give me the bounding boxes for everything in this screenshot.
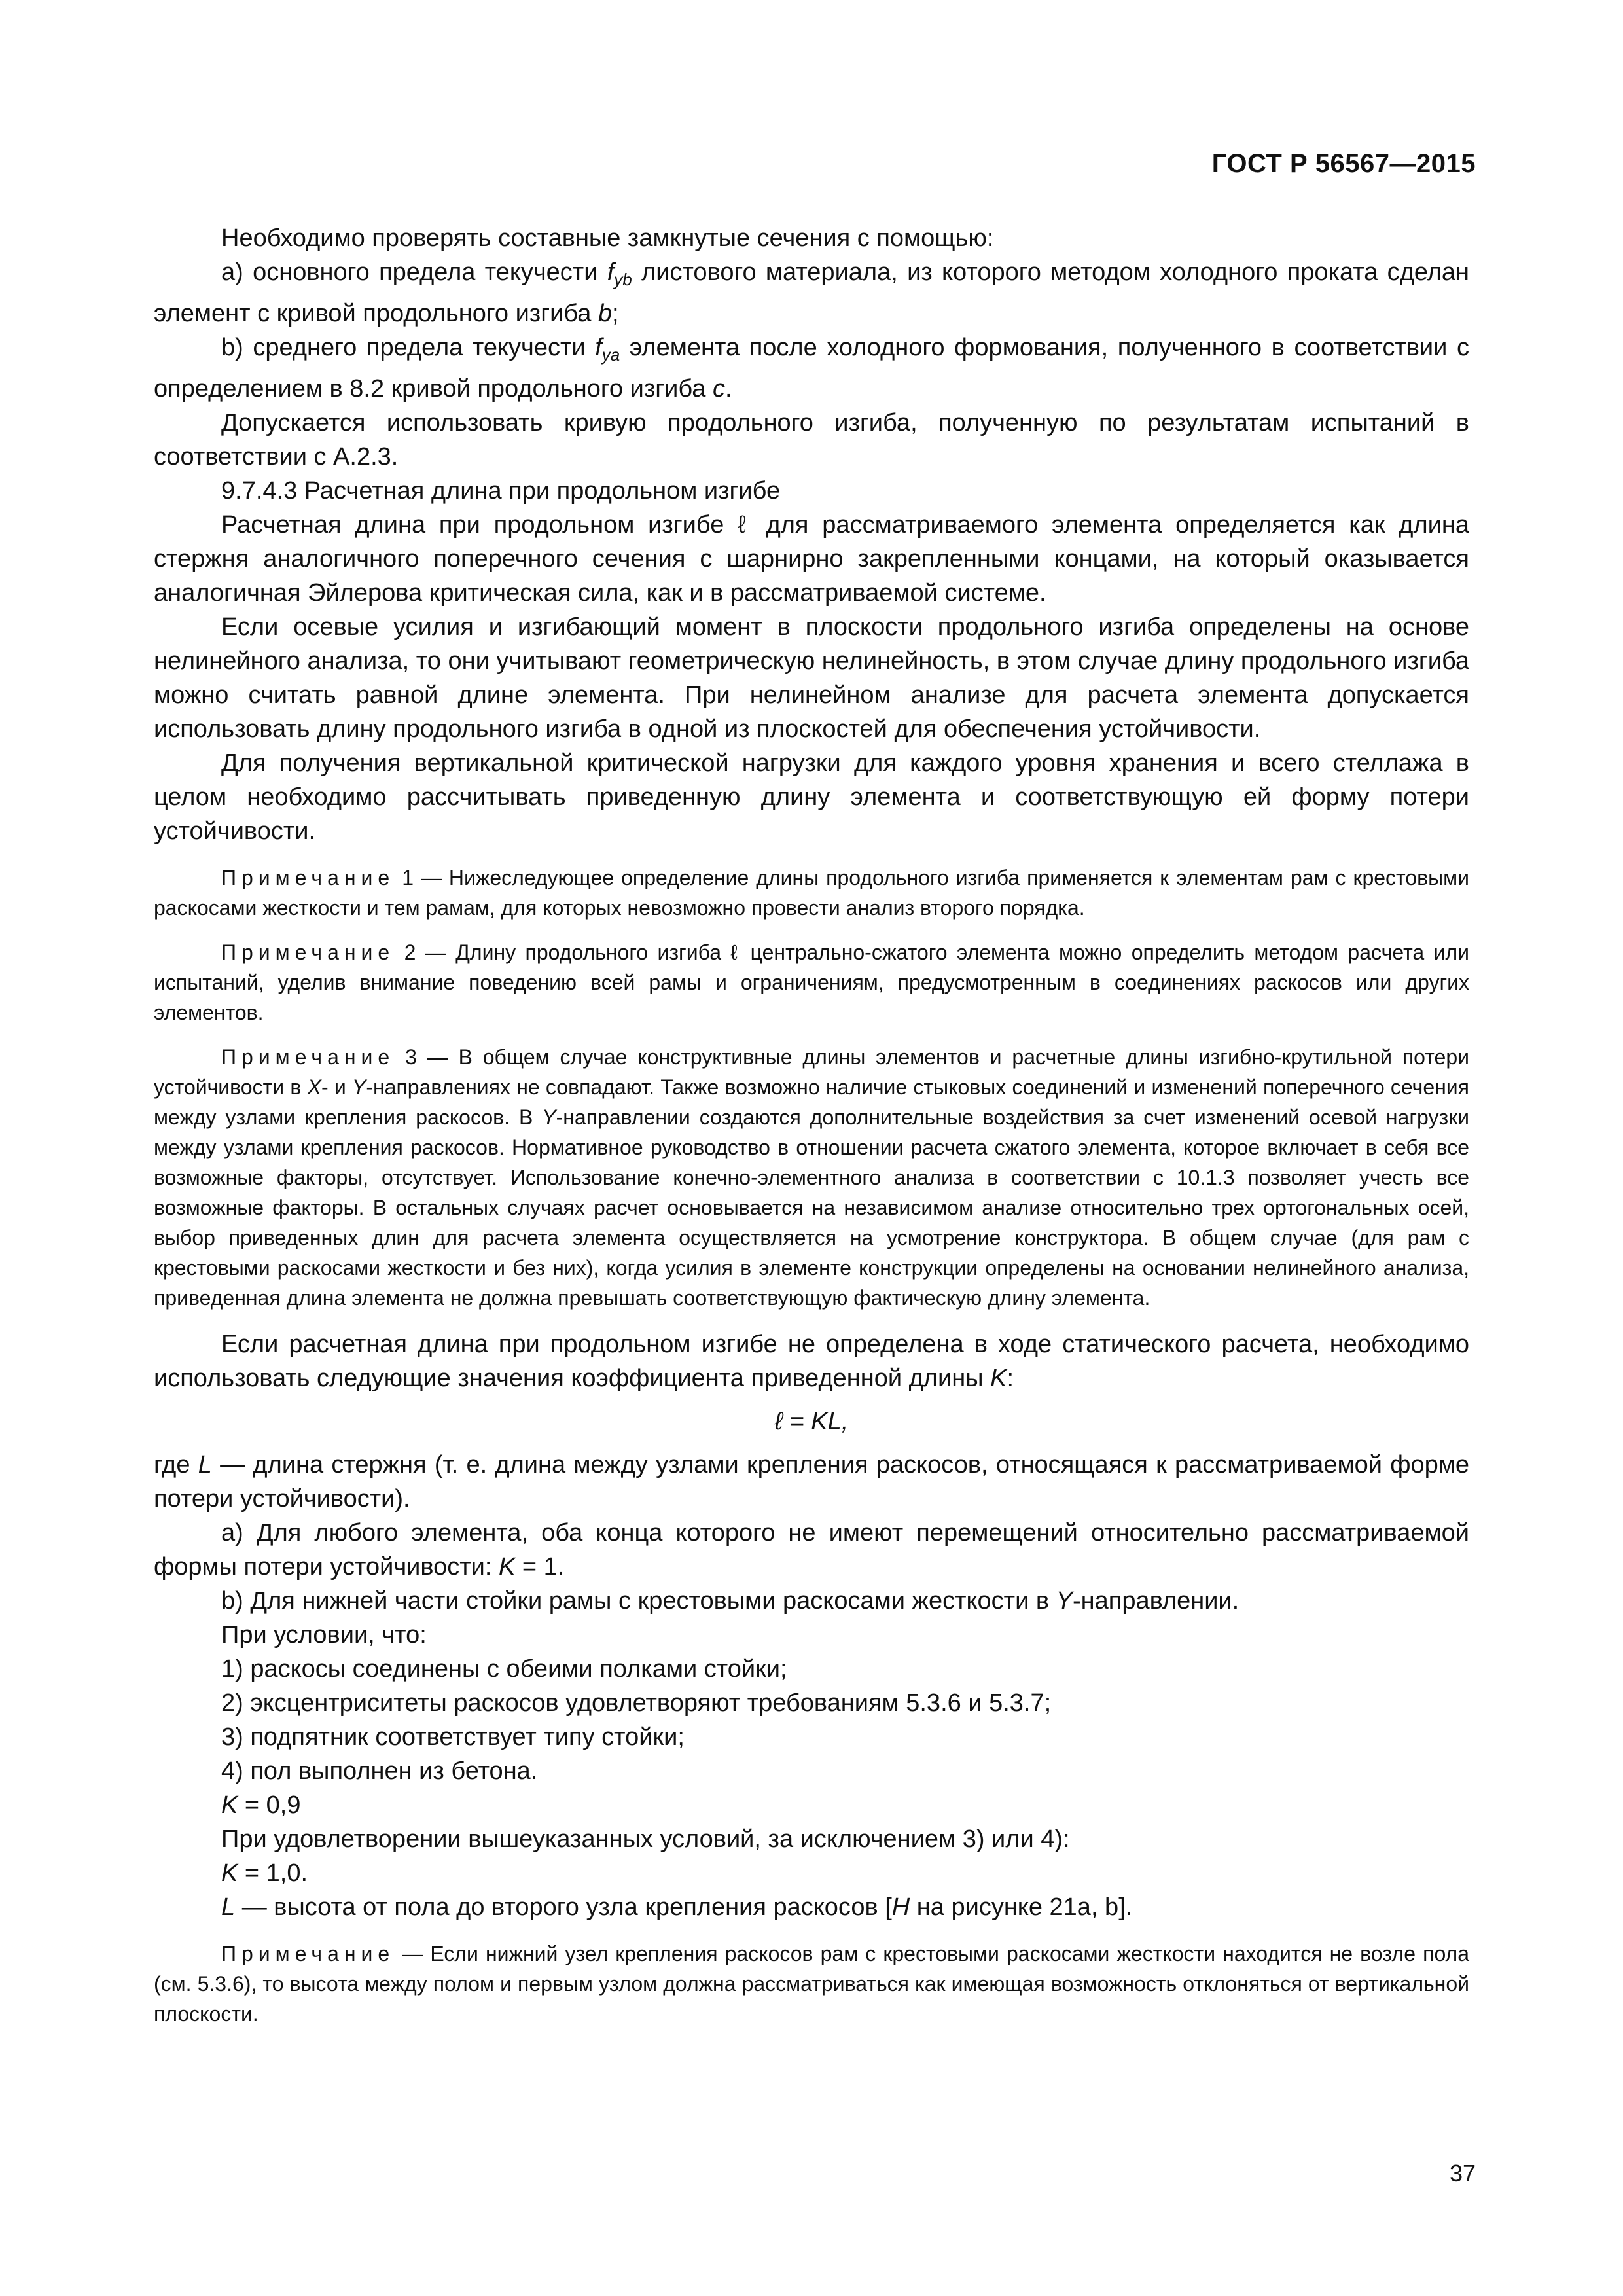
text: — высота от пола до второго узла крепления раскосов [ [235, 1893, 892, 1921]
text: b) среднего предела текучести [221, 334, 596, 361]
text: элемента после холодного формования, полученного в соответствии с определением в 8.2 кривой продольного изгиба [154, 334, 1469, 403]
paragraph: Необходимо проверять составные замкнутые сечения с помощью: [221, 224, 994, 252]
subscript: yb [614, 270, 632, 289]
note-label: Примечание [221, 941, 395, 964]
text: : [1007, 1365, 1014, 1392]
symbol: L [198, 1451, 212, 1479]
symbol-f: f [607, 259, 615, 286]
paragraph-item-b [154, 331, 1469, 406]
list-item: 1) раскосы соединены с обеими полками стойки; [221, 1655, 787, 1683]
text: b) Для нижней части стойки рамы с крестовыми раскосами жесткости в [221, 1587, 1056, 1615]
symbol: K [221, 1859, 238, 1887]
text: a) Для любого элемента, оба конца которого не имеют перемещений относительно рассматриваемой формы потери устойчивости: [154, 1519, 1469, 1581]
page-number: 37 [1449, 2160, 1476, 2187]
note-label: Примечание [221, 1045, 395, 1069]
paragraph-item-b [154, 1584, 1469, 1618]
text: — длина стержня (т. е. длина между узлами крепления раскосов, относящаяся к рассматриваемой форме потери устойчивости). [154, 1451, 1469, 1513]
symbol: Y [542, 1105, 556, 1129]
note-3 [154, 1042, 1469, 1313]
note-label: Примечание [221, 1942, 395, 1965]
text: . [724, 375, 732, 403]
list-item: 2) эксцентриситеты раскосов удовлетворяют требованиям 5.3.6 и 5.3.7; [221, 1689, 1052, 1717]
document-code-header: ГОСТ Р 56567—2015 [1211, 149, 1476, 178]
note-label: Примечание [221, 866, 395, 889]
symbol: L [221, 1893, 236, 1921]
text: Если расчетная длина при продольном изгибе не определена в ходе статического расчета, необходимо использовать следующие значения коэффициента приведенной длины [154, 1331, 1469, 1392]
text: a) основного предела текучести [221, 259, 607, 286]
symbol: H [891, 1893, 910, 1921]
subscript: ya [601, 345, 620, 365]
paragraph-item-a [154, 255, 1469, 331]
symbol: K [221, 1791, 238, 1819]
symbol: b [597, 300, 613, 327]
coefficient-line [154, 1856, 1469, 1890]
definition-line [154, 1890, 1469, 1924]
list-item: При удовлетворении вышеуказанных условий, за исключением 3) или 4): [221, 1825, 1070, 1853]
text: = 0,9 [238, 1791, 301, 1819]
text: = 1. [515, 1553, 565, 1581]
symbol: K [499, 1553, 516, 1581]
formula: ℓ = KL, [774, 1408, 849, 1435]
symbol: Y [351, 1075, 366, 1099]
paragraph: Допускается использовать кривую продольного изгиба, полученную по результатам испытаний в соответствии с А.2.3. [154, 409, 1469, 471]
text: -направлении. [1072, 1587, 1240, 1615]
symbol: X [307, 1075, 321, 1099]
list-item: 4) пол выполнен из бетона. [221, 1757, 538, 1785]
paragraph-item-a [154, 1516, 1469, 1584]
note-text: — Если нижний узел крепления раскосов рам с крестовыми раскосами жесткости находится не возле пола (см. 5.3.6), то высота между полом и первым узлом должна рассматриваться как имеющая возможность отклоняться от вертикальной плоскости. [154, 1942, 1469, 2026]
list-item: При условии, что: [221, 1621, 427, 1649]
note-text: -направлении создаются дополнительные воздействия за счет изменений осевой нагрузки между узлами крепления раскосов. Нормативное руководство в отношении расчета сжатого элемента, которое включает в себя все возможные факторы, отсутствует. Использование конечно-элементного анализа в соответствии с 10.1.3 позволяет учесть все возможные факторы. В остальных случаях расчет основывается на независимом анализе относительно трех ортогональных осей, выбор приведенных длин для расчета элемента осуществляется на усмотрение конструктора. В общем случае (для рам с крестовыми раскосами жесткости и без них), когда усилия в элементе конструкции определены на основании нелинейного анализа, приведенная длина элемента не должна превышать соответствующую фактическую длину элемента. [154, 1105, 1470, 1310]
note-text: 1 — Нижеследующее определение длины продольного изгиба применяется к элементам рам с крестовыми раскосами жесткости и тем рамам, для которых невозможно провести анализ второго порядка. [154, 866, 1469, 920]
text: листового материала, из которого методом холодного проката сделан элемент с кривой продольного изгиба [154, 259, 1470, 327]
paragraph: Расчетная длина при продольном изгибе ℓ для рассматриваемого элемента определяется как длина стержня аналогичного поперечного сечения с шарнирно закрепленными концами, на который оказывается аналогичная Эйлерова критическая сила, как и в рассматриваемой системе. [154, 511, 1469, 607]
coefficient-line [154, 1788, 1469, 1822]
symbol: Y [1056, 1587, 1073, 1615]
note-text: 3 — В общем случае конструктивные длины элементов и расчетные длины изгибно-крутильной потери устойчивости в [154, 1045, 1469, 1099]
note-text: 2 — Длину продольного изгиба ℓ центрально-сжатого элемента можно определить методом расчета или испытаний, уделив внимание поведению всей рамы и ограничениям, предусмотренным в соединениях раскосов или других элементов. [154, 941, 1469, 1024]
page-body [154, 221, 1469, 2029]
symbol: c [712, 375, 725, 403]
symbol: K [990, 1365, 1007, 1392]
symbol-f: f [595, 334, 602, 361]
note-text: -направлениях не совпадают. Также возможно наличие стыковых соединений и изменений поперечного сечения между узлами крепления раскосов. В [154, 1075, 1470, 1129]
note-4 [154, 1939, 1469, 2029]
paragraph [154, 1327, 1469, 1395]
text: = 1,0. [238, 1859, 308, 1887]
text: где [154, 1451, 198, 1479]
note-1 [154, 863, 1469, 923]
list-item: 3) подпятник соответствует типу стойки; [221, 1723, 685, 1751]
paragraph [154, 1448, 1469, 1516]
note-2 [154, 937, 1469, 1028]
text: ; [612, 300, 619, 327]
paragraph: Если осевые усилия и изгибающий момент в плоскости продольного изгиба определены на основе нелинейного анализа, то они учитывают геометрическую нелинейность, в этом случае длину продольного изгиба можно считать равной длине элемента. При нелинейном анализе для расчета элемента допускается использовать длину продольного изгиба в одной из плоскостей для обеспечения устойчивости. [154, 613, 1469, 743]
paragraph: Для получения вертикальной критической нагрузки для каждого уровня хранения и всего стеллажа в целом необходимо рассчитывать приведенную длину элемента и соответствующую ей форму потери устойчивости. [154, 749, 1469, 845]
text: на рисунке 21a, b]. [910, 1893, 1133, 1921]
section-heading: 9.7.4.3 Расчетная длина при продольном изгибе [221, 477, 781, 505]
note-text: - и [321, 1075, 352, 1099]
